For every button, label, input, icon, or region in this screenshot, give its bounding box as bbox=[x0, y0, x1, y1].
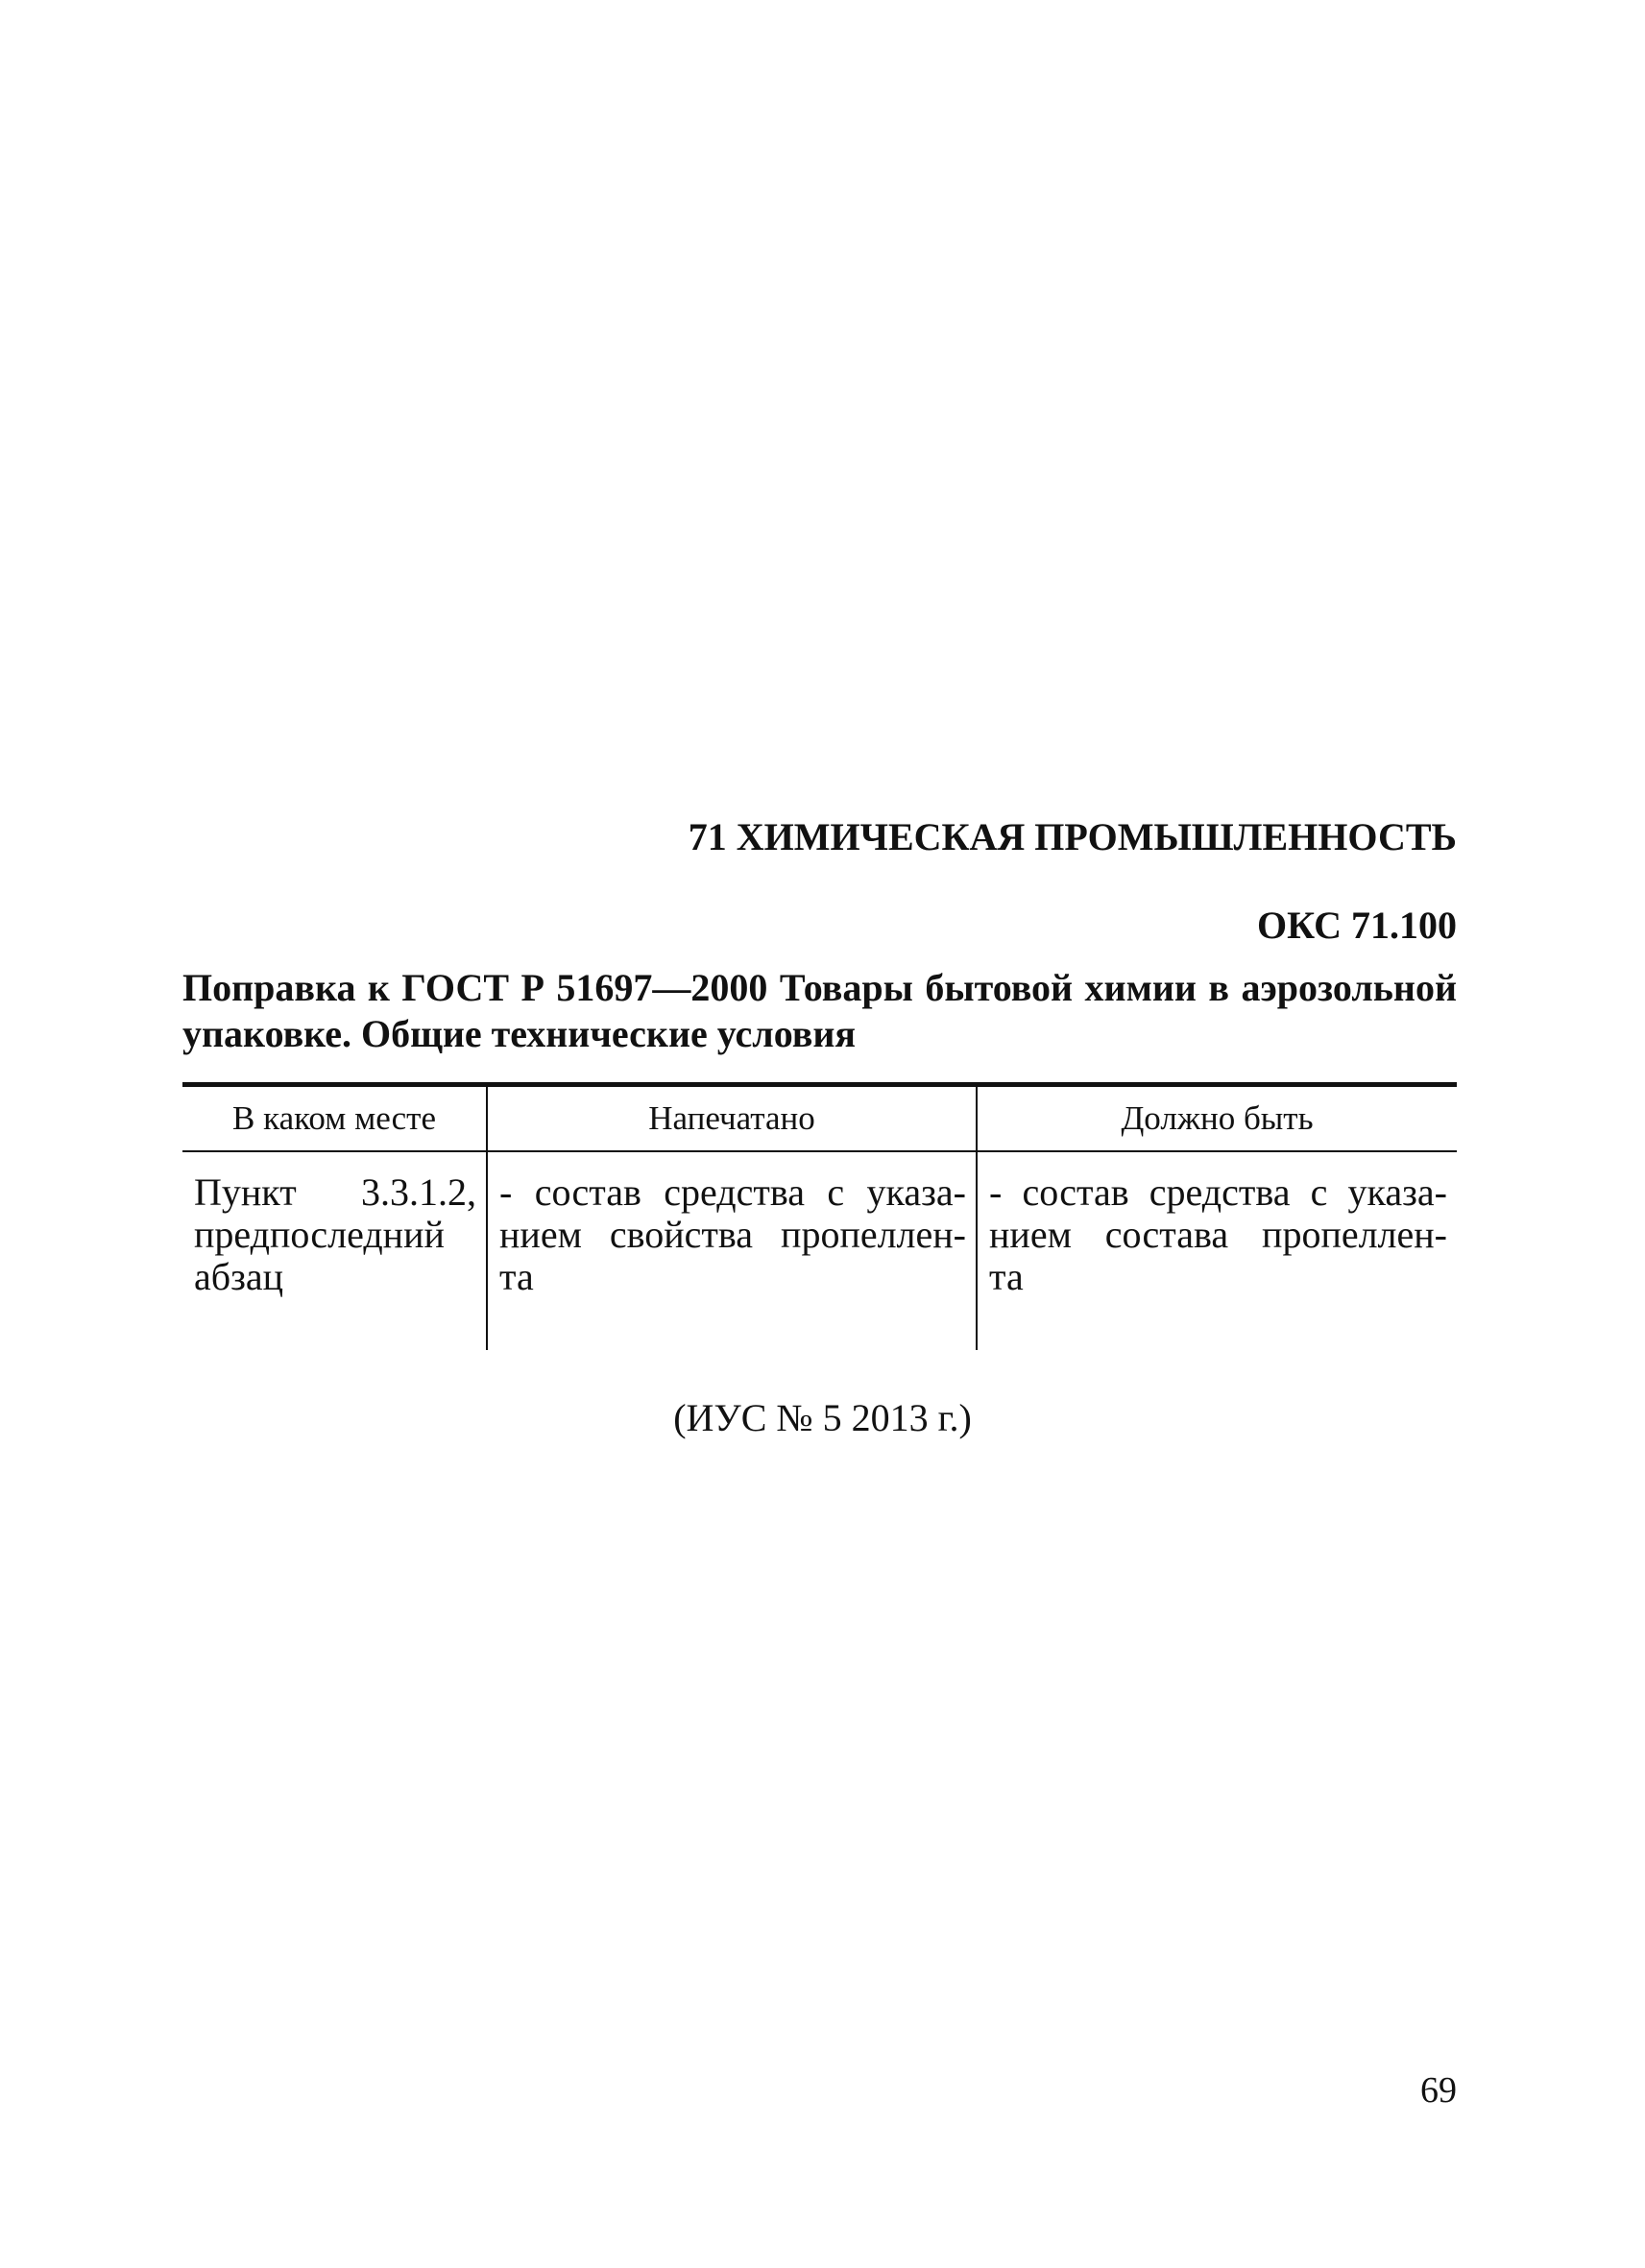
cell-printed bbox=[487, 1151, 977, 1350]
amendment-title: Поправка к ГОСТ Р 51697—2000 Товары бытовой химии в аэрозольной упаковке. Общие технические условия bbox=[182, 966, 1457, 1055]
table-header-row bbox=[182, 1085, 1457, 1152]
header-should-be: Должно быть bbox=[977, 1085, 1457, 1152]
cell-should-be bbox=[977, 1151, 1457, 1350]
page-number: 69 bbox=[1420, 2070, 1457, 2111]
table-row bbox=[182, 1151, 1457, 1350]
cell-line: - состав средства с указа- bbox=[499, 1170, 966, 1214]
cell-line: нием состава пропеллен- bbox=[989, 1213, 1447, 1256]
cell-line: нием свойства пропеллен- bbox=[499, 1213, 966, 1256]
corrections-table bbox=[182, 1082, 1457, 1350]
section-title: 71 ХИМИЧЕСКАЯ ПРОМЫШЛЕННОСТЬ bbox=[688, 815, 1457, 858]
header-printed: Напечатано bbox=[487, 1085, 977, 1152]
source-note: (ИУС № 5 2013 г.) bbox=[673, 1396, 972, 1439]
cell-line: - состав средства с указа- bbox=[989, 1170, 1447, 1214]
cell-line: Пункт 3.3.1.2, bbox=[194, 1170, 476, 1214]
cell-line: та bbox=[989, 1255, 1024, 1298]
oks-code: ОКС 71.100 bbox=[1256, 904, 1457, 947]
header-location: В каком месте bbox=[182, 1085, 487, 1152]
cell-line: та bbox=[499, 1255, 534, 1298]
cell-line: предпоследний bbox=[194, 1213, 445, 1256]
cell-line: абзац bbox=[194, 1255, 284, 1298]
cell-location bbox=[182, 1151, 487, 1350]
